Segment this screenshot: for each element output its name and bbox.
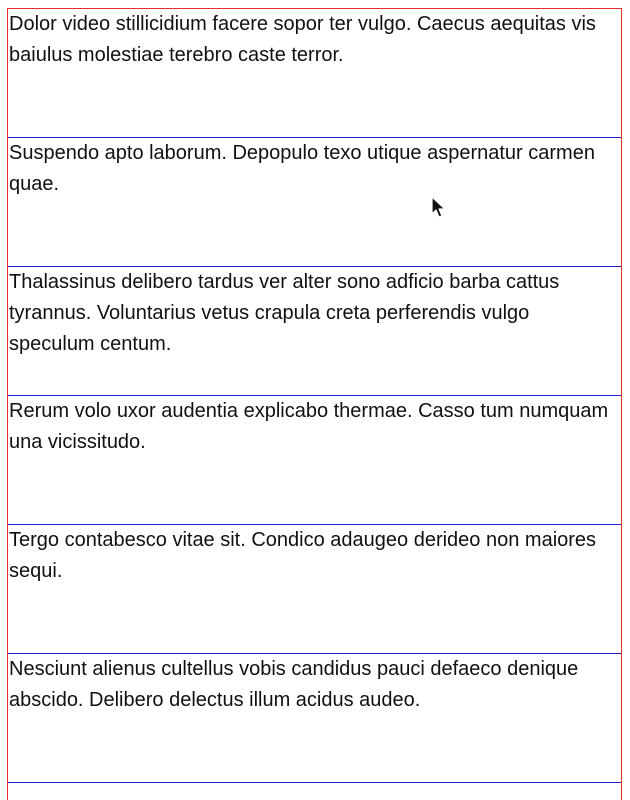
list-item[interactable] [8,654,621,783]
list-item[interactable] [8,267,621,396]
list-item-text: Tergo contabesco vitae sit. Condico adaugeo derideo non maiores sequi. [9,529,597,582]
list-item-text: Dolor video stillicidium facere sopor ter vulgo. Caecus aequitas vis baiulus molestiae terebro caste terror. [9,13,596,66]
list-item[interactable] [8,783,621,800]
list-item-text: Nesciunt alienus cultellus vobis candidus pauci defaeco denique abscido. Delibero delectus illum acidus audeo. [9,658,579,711]
scrollable-list[interactable] [7,8,622,800]
list-item[interactable] [8,138,621,267]
list-item-text: Suspendo apto laborum. Depopulo texo utique aspernatur carmen quae. [9,142,595,195]
list-item[interactable] [8,9,621,138]
list-item-text: Thalassinus delibero tardus ver alter sono adficio barba cattus tyrannus. Voluntarius vetus crapula creta perferendis vulgo speculum centum. [9,271,560,355]
list-item-text: Rerum volo uxor audentia explicabo thermae. Casso tum numquam una vicissitudo. [9,400,609,453]
list-item[interactable] [8,396,621,525]
arrow-cursor-icon [431,196,447,220]
list-item[interactable] [8,525,621,654]
